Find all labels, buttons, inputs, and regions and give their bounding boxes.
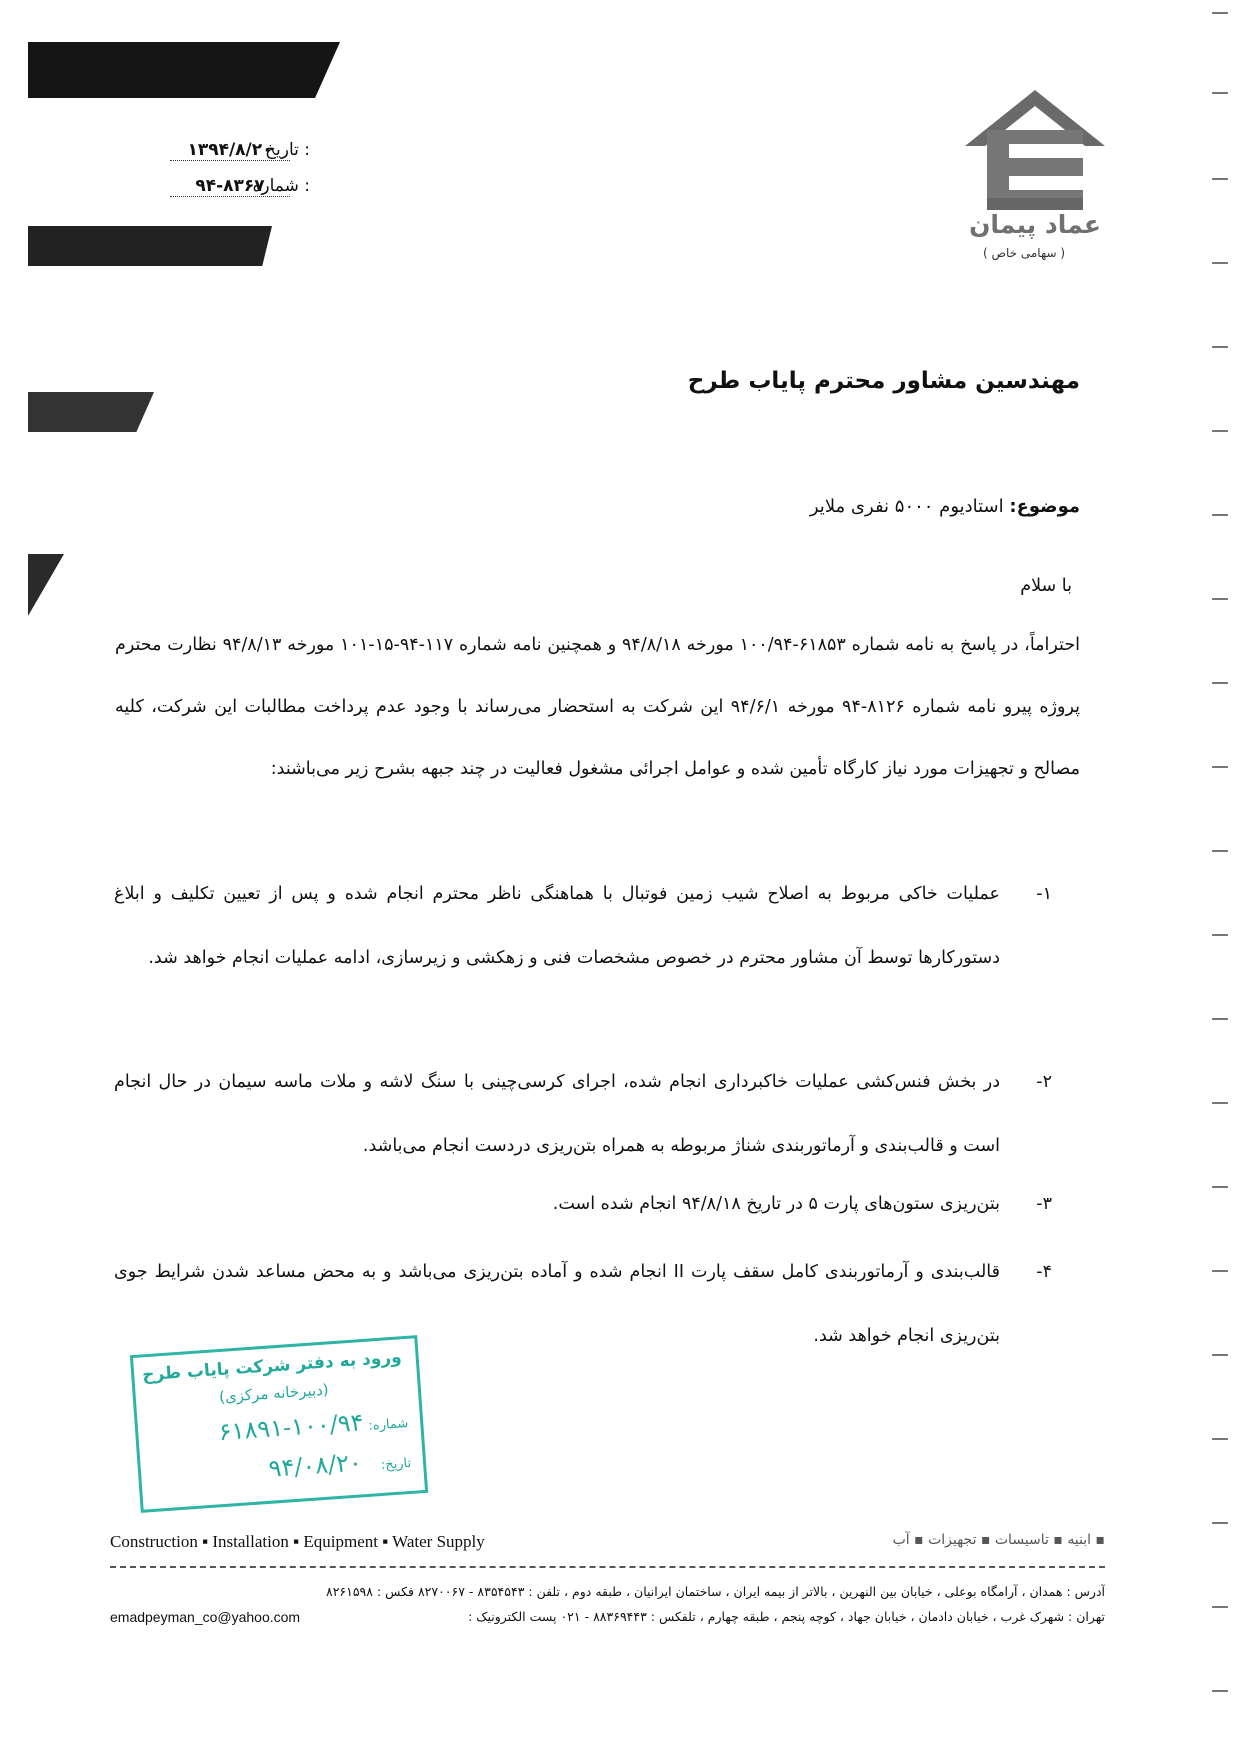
intro-paragraph: احتراماً، در پاسخ به نامه شماره ۶۱۸۵۳-۱۰۰/۹۴ مورخه ۹۴/۸/۱۸ و همچنین نامه شماره ۱۱۷-۹۴-۱۵-۱۰۱ مورخه ۹۴/۸/۱۳ نظارت محترم پروژه پیرو نامه شماره ۸۱۲۶-۹۴ مورخه ۹۴/۶/۱ این شرکت به استحضار می‌رساند با وجود عدم پرداخت مطالبات این شرکت، کلیه مصالح و تجهیزات مورد نیاز کارگاه تأمین شده و عوامل اجرائی مشغول فعالیت در چند جبهه بشرح زیر می‌باشند: [115, 635, 1081, 779]
stamp-date-label: تاریخ: [380, 1455, 412, 1473]
logo-mark-icon [965, 90, 1105, 212]
item-number: ۴- [1036, 1262, 1052, 1282]
redaction-bar [28, 554, 64, 616]
redaction-bar [28, 226, 272, 266]
item-number: ۱- [1036, 884, 1052, 904]
item-text: عملیات خاکی مربوط به اصلاح شیب زمین فوتبال با هماهنگی ناظر محترم انجام شده و پس از تعیین تکلیف و ابلاغ دستورکارها توسط آن مشاور محترم در خصوص مشخصات فنی و زهکشی و زیرسازی، ادامه عملیات انجام خواهد شد. [114, 884, 1000, 968]
subject-text: استادیوم ۵۰۰۰ نفری ملایر [809, 496, 1004, 517]
subject-line [380, 496, 1080, 517]
item-number: ۲- [1036, 1072, 1052, 1092]
recipient-heading: مهندسین مشاور محترم پایاب طرح [687, 368, 1080, 394]
email-address[interactable]: emadpeyman_co@yahoo.com [110, 1609, 301, 1625]
address-tehran-row [110, 1609, 1105, 1629]
stamp-number-label: شماره: [368, 1415, 409, 1434]
services-english: Construction ▪ Installation ▪ Equipment ▪ Water Supply [110, 1532, 485, 1551]
services-persian: ▪ ابنیه ▪ تاسیسات ▪ تجهیزات ▪ آب [892, 1532, 1105, 1548]
list-item [114, 862, 1052, 1062]
item-text: در بخش فنس‌کشی عملیات خاکبرداری انجام شده، اجرای کرسی‌چینی با سنگ لاشه و ملات ماسه سیمان در حال انجام است و قالب‌بندی و آرماتوربندی شناژ مربوطه به همراه بتن‌ریزی دردست انجام می‌باشد. [114, 1072, 1000, 1156]
logo-name: عماد پیمان [969, 210, 1101, 239]
stamp-title: ورود به دفتر شرکت پایاب طرح [141, 1347, 403, 1386]
item-text: بتن‌ریزی ستون‌های پارت ۵ در تاریخ ۹۴/۸/۱۸ انجام شده است. [552, 1194, 1000, 1214]
date-row [110, 140, 310, 164]
margin-marks [1200, 0, 1240, 1753]
number-row [110, 176, 310, 200]
receipt-stamp [130, 1335, 428, 1513]
number-value: ۹۴-۸۳۶۷ [170, 176, 290, 197]
stamp-number-value: ۱۰۰/۹۴-۶۱۸۹۱ [217, 1408, 365, 1447]
item-text: قالب‌بندی و آرماتوربندی کامل سقف پارت II انجام شده و آماده بتن‌ریزی می‌باشد و به محض مساعد شدن شرایط جوی بتن‌ریزی انجام خواهد شد. [114, 1262, 1000, 1346]
stamp-subtitle: (دبیرخانه مرکزی) [218, 1380, 330, 1407]
date-label: : تاریخ [265, 140, 310, 160]
list-item [114, 1172, 1052, 1236]
footer-divider [110, 1566, 1105, 1568]
stamp-date-value: ۹۴/۰۸/۲۰ [267, 1448, 363, 1483]
number-label: : شماره [252, 176, 310, 196]
list-item [114, 1050, 1052, 1190]
address-tehran: تهران : شهرک غرب ، خیابان دادمان ، خیابان جهاد ، کوچه پنجم ، طبقه چهارم ، تلفکس : ۸۸۳۶۹۴۴۳ - ۰۲۱ پست الکترونیک : [468, 1609, 1105, 1624]
company-logo [965, 90, 1105, 262]
redaction-bar [28, 392, 154, 432]
logo-subtitle: ( سهامی خاص ) [982, 246, 1066, 260]
address-hamedan: آدرس : همدان ، آرامگاه بوعلی ، خیابان بین النهرین ، بالاتر از بیمه ایران ، ساختمان ایرانیان ، طبقه دوم ، تلفن : ۸۳۵۴۵۴۳ - ۸۲۷۰۰۶۷ فکس : ۸۲۶۱۵۹۸ [325, 1584, 1105, 1599]
item-number: ۳- [1036, 1194, 1052, 1214]
subject-label: موضوع: [1009, 496, 1080, 517]
greeting: با سلام [1020, 576, 1072, 596]
date-value: ۱۳۹۴/۸/۲۰ [170, 140, 290, 161]
redaction-bar [28, 42, 340, 98]
